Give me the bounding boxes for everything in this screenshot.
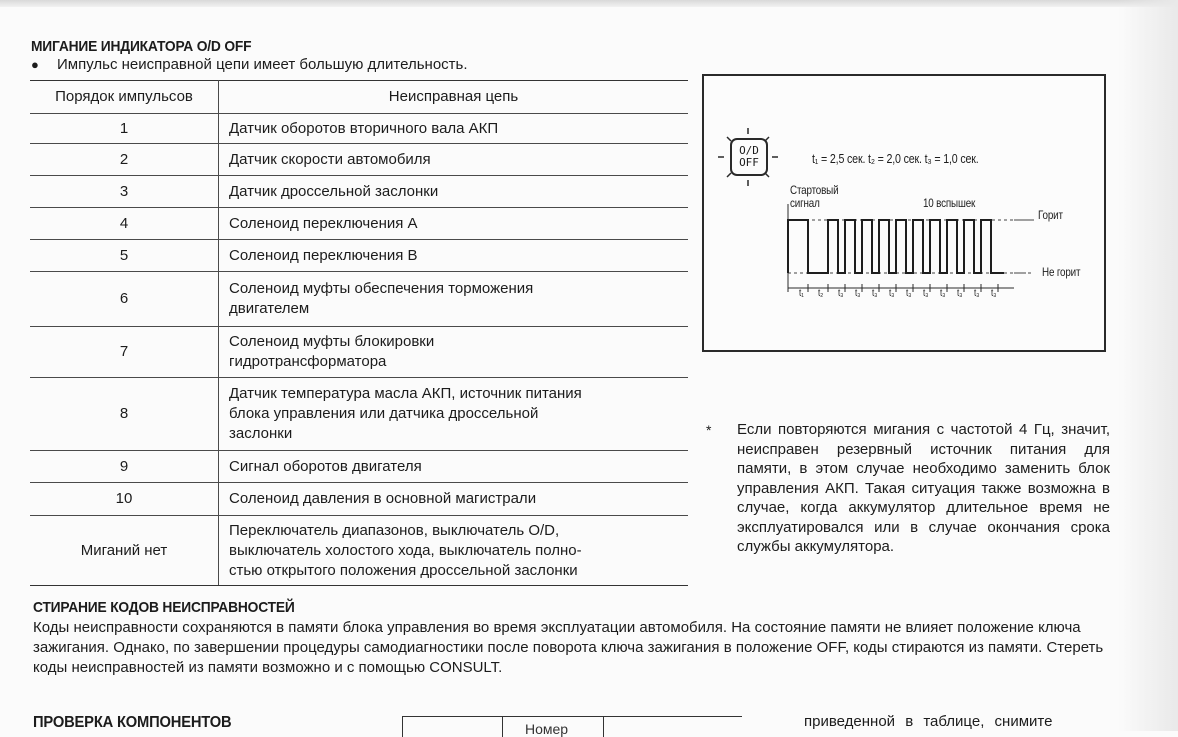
components-section-title: ПРОВЕРКА КОМПОНЕНТОВ (33, 714, 232, 731)
table-row (30, 240, 688, 272)
off-state-label: Не горит (1042, 265, 1081, 279)
circuit-line: Датчик температура масла АКП, источник питания (229, 385, 582, 402)
circuit-line: заслонки (229, 425, 293, 442)
t3-label: t₃ (855, 288, 861, 299)
bullet-icon: ● (31, 57, 39, 72)
table-row (30, 378, 688, 451)
table-row (30, 327, 688, 378)
header-circuit: Неисправная цепь (219, 81, 689, 114)
circuit-line: Соленоид муфты блокировки (229, 333, 435, 350)
row-order: Миганий нет (30, 516, 219, 586)
t3-label: t₃ (957, 288, 963, 299)
erase-section-title: СТИРАНИЕ КОДОВ НЕИСПРАВНОСТЕЙ (33, 599, 295, 616)
table-row (30, 451, 688, 483)
fragment-cell (402, 717, 503, 737)
table-row (30, 483, 688, 516)
off-icon-text: OFF (739, 156, 759, 169)
t1-label: t₁ (799, 288, 804, 299)
row-circuit: Соленоид переключения А (219, 208, 689, 240)
components-right-text: приведенной в таблице, снимите (804, 713, 1053, 730)
row-circuit: Соленоид давления в основной магистрали (219, 483, 689, 516)
t2-label: t₂ (818, 288, 824, 299)
row-circuit (219, 378, 689, 451)
erase-section-text: Коды неисправности сохраняются в памяти блока управления во время эксплуатации автомобиля. На состояние памяти не влияет положение ключа зажигания. Однако, по завершении процедуры самодиагностики после поворота ключа зажигания в положение OFF, коды стираются из памяти. Стереть коды неисправностей из памяти возможно и с помощью CONSULT. (33, 619, 1104, 676)
components-table-fragment (402, 716, 742, 737)
on-state-label: Горит (1038, 208, 1063, 222)
table-header-row (30, 81, 688, 114)
circuit-line: Соленоид муфты обеспечения торможения (229, 280, 534, 297)
od-off-lamp-icon (730, 138, 768, 176)
t3-label: t₃ (923, 288, 929, 299)
fault-codes-table (30, 80, 688, 586)
table-row (30, 272, 688, 327)
row-order: 7 (30, 327, 219, 378)
t3-label: t₃ (889, 288, 895, 299)
row-order: 2 (30, 144, 219, 176)
row-order: 10 (30, 483, 219, 516)
circuit-line: Переключатель диапазонов, выключатель O/D, (229, 521, 560, 539)
start-signal-label-2: сигнал (790, 196, 820, 210)
circuit-line: двигателем (229, 300, 310, 317)
t3-label: t₃ (838, 288, 844, 299)
timing-values: t₁ = 2,5 сек. t₂ = 2,0 сек. t₃ = 1,0 сек. (812, 151, 979, 166)
table-row (30, 114, 688, 144)
row-circuit (219, 272, 689, 327)
fragment-header-number: Номер (525, 721, 569, 737)
backup-power-note: Если повторяются мигания с частотой 4 Гц, значит, неисправен резервный источник питания для памяти, в этом случае необходимо заменить блок управления АКП. Такая ситуация также возможна в случае, когда аккумулятор длительное время не эксплуатировался или в случае окончания срока службы аккумулятора. (737, 421, 1110, 555)
table-row (30, 144, 688, 176)
circuit-line: гидротрансформатора (229, 353, 387, 370)
circuit-line: стью открытого положения дроссельной заслонки (229, 561, 578, 579)
row-circuit: Соленоид переключения В (219, 240, 689, 272)
circuit-line: блока управления или датчика дроссельной (229, 405, 539, 422)
row-order: 4 (30, 208, 219, 240)
row-order: 6 (30, 272, 219, 327)
t3-label: t₃ (991, 288, 997, 299)
t3-label: t₃ (940, 288, 946, 299)
row-order: 5 (30, 240, 219, 272)
row-circuit: Датчик оборотов вторичного вала АКП (219, 114, 689, 144)
pulse-waveform (788, 220, 1004, 273)
od-icon-text: O/D (739, 144, 759, 157)
table-row (30, 208, 688, 240)
row-circuit: Датчик скорости автомобиля (219, 144, 689, 176)
blink-bullet-note (31, 56, 468, 73)
row-order: 9 (30, 451, 219, 483)
row-circuit: Датчик дроссельной заслонки (219, 176, 689, 208)
row-circuit (219, 327, 689, 378)
row-order: 1 (30, 114, 219, 144)
table-row (30, 176, 688, 208)
start-signal-label-1: Стартовый (790, 183, 839, 197)
t3-label: t₃ (872, 288, 878, 299)
row-circuit (219, 516, 689, 586)
row-circuit: Сигнал оборотов двигателя (219, 451, 689, 483)
flashes-label: 10 вспышек (923, 196, 976, 210)
page-right-shadow (1118, 0, 1178, 731)
page-top-edge (0, 0, 1178, 7)
blink-timing-diagram (702, 74, 1106, 352)
t3-label: t₃ (906, 288, 912, 299)
note-asterisk: * (706, 422, 712, 438)
blink-section-title: МИГАНИЕ ИНДИКАТОРА O/D OFF (31, 38, 252, 55)
t3-label: t₃ (974, 288, 980, 299)
circuit-line: выключатель холостого хода, выключатель полно- (229, 541, 582, 559)
table-row (30, 516, 688, 586)
row-order: 3 (30, 176, 219, 208)
row-order: 8 (30, 378, 219, 451)
header-order: Порядок импульсов (30, 81, 219, 114)
fragment-cell (502, 717, 604, 737)
bullet-text: Импульс неисправной цепи имеет большую длительность. (57, 56, 468, 73)
